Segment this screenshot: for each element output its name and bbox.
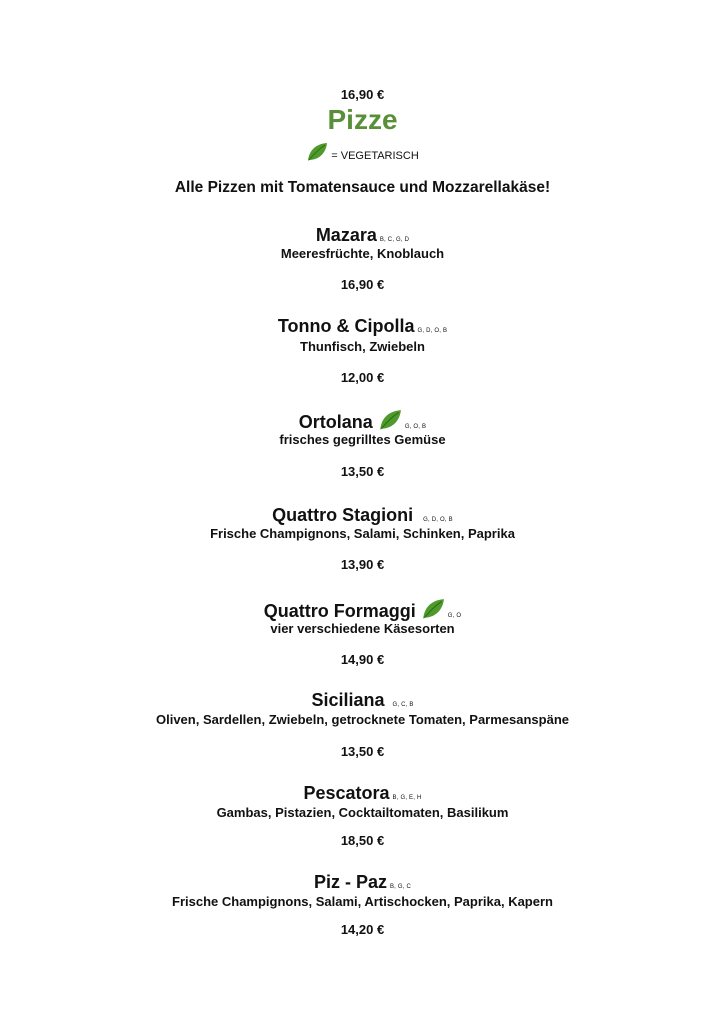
vegetarian-leaf-icon	[378, 409, 402, 431]
menu-item-price: 14,90 €	[340, 652, 385, 667]
menu-item-name: Siciliana G, C, B	[311, 690, 414, 710]
top-price: 16,90 €	[340, 87, 385, 102]
veg-legend-label: = VEGETARISCH	[331, 150, 419, 162]
page-title: Pizze	[327, 104, 398, 135]
menu-item-name: Piz - Paz B, G, C	[313, 872, 412, 892]
menu-item-description: vier verschiedene Käsesorten	[270, 621, 455, 636]
menu-item-description: Frische Champignons, Salami, Artischocken, Paprika, Kapern	[172, 894, 553, 909]
menu-item-name: Pescatora B, G, E, H	[303, 783, 422, 803]
menu-item-description: Frische Champignons, Salami, Schinken, Paprika	[210, 526, 515, 541]
menu-item-price: 13,50 €	[340, 464, 385, 479]
allergen-codes: B, G, C	[389, 884, 412, 890]
allergen-codes: G, O	[447, 613, 462, 619]
menu-item-price: 14,20 €	[340, 922, 385, 937]
menu-item-description: Oliven, Sardellen, Zwiebeln, getrocknete Tomaten, Parmesanspäne	[155, 712, 569, 727]
veg-legend	[0, 142, 725, 162]
menu-item-name: Tonno & Cipolla G, D, O, B	[277, 316, 448, 336]
page-subtitle: Alle Pizzen mit Tomatensauce und Mozzarellakäse!	[174, 179, 551, 196]
leaf-icon	[306, 142, 328, 162]
allergen-codes: G, O, B	[404, 424, 427, 430]
menu-item-price: 13,90 €	[340, 557, 385, 572]
menu-item-name: Ortolana G, O, B	[0, 409, 725, 433]
allergen-codes: G, D, O, B	[423, 517, 453, 523]
menu-item-description: Gambas, Pistazien, Cocktailtomaten, Basilikum	[216, 805, 509, 820]
menu-item-name: Quattro Formaggi G, O	[0, 598, 725, 622]
menu-item-price: 13,50 €	[340, 744, 385, 759]
vegetarian-leaf-icon	[421, 598, 445, 620]
menu-item-description: frisches gegrilltes Gemüse	[279, 432, 446, 447]
menu-item-description: Thunfisch, Zwiebeln	[300, 339, 425, 354]
menu-item-name: Mazara B, C, G, D	[315, 225, 410, 245]
allergen-codes: G, D, O, B	[417, 328, 448, 334]
menu-item-description: Meeresfrüchte, Knoblauch	[280, 246, 445, 261]
allergen-codes: B, G, E, H	[392, 795, 422, 801]
menu-item-price: 12,00 €	[340, 370, 385, 385]
menu-item-price: 16,90 €	[340, 277, 385, 292]
allergen-codes: B, C, G, D	[379, 237, 410, 243]
menu-item-price: 18,50 €	[340, 833, 385, 848]
menu-item-name: Quattro Stagioni G, D, O, B	[272, 505, 453, 525]
allergen-codes: G, C, B	[392, 702, 414, 708]
